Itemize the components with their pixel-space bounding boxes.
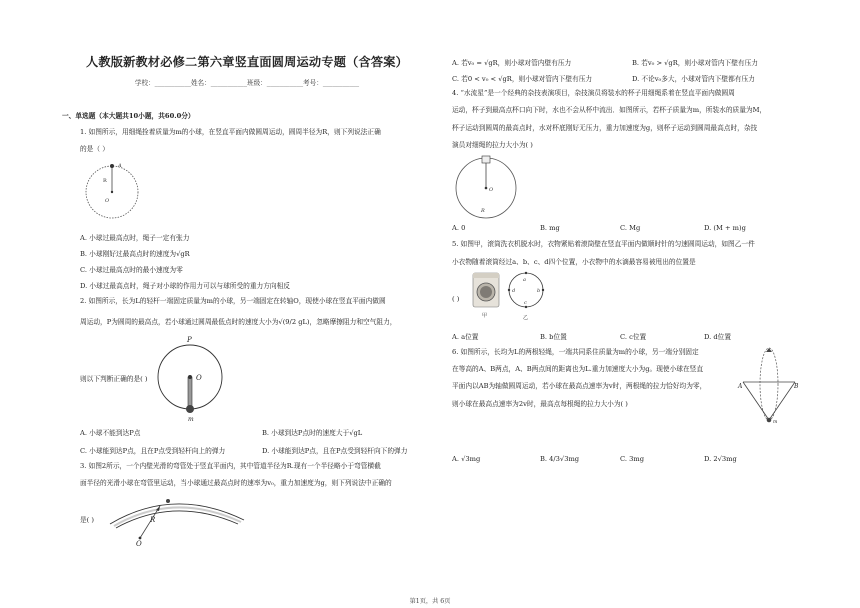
q4-label-r: R (481, 208, 485, 214)
q4-option-d[interactable]: D. (M + m)g (704, 224, 746, 232)
q2-option-b[interactable]: B. 小球到达P点时的速度大于√gL (262, 429, 363, 437)
q2-label-o: O (196, 374, 202, 382)
q1-option-d[interactable]: D. 小球过最高点时，绳子对小球的作用力可以与球所受的重力方向相反 (80, 282, 290, 290)
section-heading: 一、单选题（本大题共10小题，共60.0分） (62, 112, 195, 120)
q6-label-b: B (794, 383, 799, 390)
q6-stem-line2: 在等高的A、B两点，A、B两点间的距离也为L.重力加速度大小为g。现使小球在竖直 (452, 365, 704, 373)
q5-label-c: c (524, 300, 527, 306)
q4-option-c[interactable]: C. Mg (620, 224, 641, 232)
q2-option-c[interactable]: C. 小球能到达P点，且在P点受到轻杆向上的弹力 (80, 447, 226, 455)
q4-stem-line4: 演员对细绳的拉力大小为( ) (452, 141, 533, 149)
q1-option-a[interactable]: A. 小球过最高点时，绳子一定有张力 (80, 234, 190, 242)
student-info-line: 学校：___________姓名：___________班级：___________考号：___________ (134, 79, 360, 87)
q4-option-b[interactable]: B. mg (540, 224, 560, 232)
q2-option-a[interactable]: A. 小球不能到达P点 (80, 429, 141, 437)
q2-label-p: P (187, 336, 192, 344)
q6-option-b[interactable]: B. 4/3√3mg (540, 455, 580, 463)
q3-option-b[interactable]: B. 若v₀ > √gR，则小球对管内下壁有压力 (632, 59, 758, 67)
q2-stem-line3: 则以下判断正确的是( ) (80, 375, 148, 383)
q3-figure (104, 494, 254, 546)
q2-figure (158, 336, 228, 423)
q4-stem-line2: 运动，杯子到最高点杯口向下时，水也不会从杯中流出．如图所示，若杯子质量为m，所装水的质量为M， (452, 106, 767, 114)
q3-option-c[interactable]: C. 若0 < v₀ < √gR，则小球对管内下壁有压力 (452, 75, 593, 83)
q6-option-a[interactable]: A. √3mg (452, 455, 481, 463)
q5-label-a: a (523, 277, 526, 283)
q4-option-a[interactable]: A. 0 (452, 224, 466, 232)
q5-option-b[interactable]: B. b位置 (540, 333, 567, 341)
q5-figure-drum (506, 270, 550, 320)
q1-label-a: A (118, 163, 122, 169)
q2-stem-line2: 周运动，P为圆周的最高点，若小球通过圆周最低点时的速度大小为√(9/2 gL)，忽略摩擦阻力和空气阻力， (80, 318, 397, 326)
q4-label-o: O (489, 187, 494, 193)
q1-figure (82, 162, 142, 222)
q1-stem-line2: 的是（ ） (80, 145, 109, 153)
q5-stem-line1: 5. 如图甲，滚筒洗衣机脱水时，衣物紧贴着滚筒壁在竖直平面内做顺时针的匀速圆周运动，如图乙一件 (452, 240, 755, 248)
q4-figure (453, 154, 519, 220)
q3-stem-line3: 是( ) (80, 516, 95, 524)
q4-stem-line1: 4. “水流星”是一个经典的杂技表演项目，杂技演员将装水的杯子用细绳系着在竖直平面内做圆周 (452, 89, 735, 97)
q5-option-d[interactable]: D. d位置 (704, 333, 732, 341)
q2-label-m: m (188, 416, 194, 423)
q5-stem-line3: ( ) (452, 295, 460, 303)
q5-label-yi: 乙 (523, 315, 529, 321)
q4-stem-line3: 杯子运动到圆周的最高点时，水对杯底刚好无压力，重力加速度为g，则杯子运动到圆周最高点时，杂技 (452, 124, 758, 132)
q3-option-a[interactable]: A. 若v₀ = √gR，则小球对管内壁有压力 (452, 59, 572, 67)
q6-option-d[interactable]: D. 2√3mg (704, 455, 737, 463)
q2-stem-line1: 2. 如图所示，长为L的轻杆一端固定质量为m的小球，另一端固定在转轴O，现使小球在竖直平面内做圆 (80, 297, 386, 305)
q1-label-r: R (103, 178, 107, 184)
q5-figure-washer (472, 272, 500, 318)
q3-option-d[interactable]: D. 不论v₀多大，小球对管内下壁都有压力 (632, 75, 755, 83)
q5-label-d: d (512, 288, 516, 294)
q5-option-a[interactable]: A. a位置 (452, 333, 479, 341)
q3-label-r: R (150, 516, 156, 524)
q6-stem-line3: 平面内以AB为轴做圆周运动，若小球在最高点速率为v时，两根绳的拉力恰好均为零， (452, 382, 707, 390)
q6-label-a: A (738, 383, 743, 390)
q3-stem-line2: 面半径的光滑小球在弯管里运动，当小球通过最高点时的速率为v₀，重力加速度为g，则下列说法中正确的 (80, 479, 392, 487)
q6-stem-line4: 则小球在最高点速率为2v时，最高点每根绳的拉力大小为( ) (452, 400, 628, 408)
q5-option-c[interactable]: C. c位置 (620, 333, 647, 341)
q6-stem-line1: 6. 如图所示，长均为L的两根轻绳，一端共同系住质量为m的小球，另一端分别固定 (452, 348, 699, 356)
q1-option-b[interactable]: B. 小球刚好过最高点时的速度为√gR (80, 250, 190, 258)
q3-label-o: O (136, 540, 142, 548)
page-title: 人教版新教材必修二第六章竖直面圆周运动专题（含答案） (85, 55, 409, 69)
q1-label-o: O (105, 198, 110, 204)
q6-label-m: m (773, 420, 778, 425)
q2-option-d[interactable]: D. 小球能到达P点，且在P点受到轻杆向下的弹力 (262, 447, 408, 455)
q6-figure (738, 346, 800, 426)
q1-stem-line1: 1. 如图所示，用细绳拴着质量为m的小球，在竖直平面内做圆周运动，圆周半径为R，则下列说法正确 (80, 128, 381, 136)
q3-stem-line1: 3. 如图2所示，一个内壁光滑的弯管处于竖直平面内，其中管道半径为R.现有一个半径略小于弯管横截 (80, 462, 381, 470)
q5-label-b: b (537, 288, 541, 294)
q1-option-c[interactable]: C. 小球过最高点时的最小速度为零 (80, 266, 183, 274)
q5-label-jia: 甲 (482, 313, 488, 319)
page-footer: 第1页，共 6页 (409, 598, 451, 605)
q6-option-c[interactable]: C. 3mg (620, 455, 645, 463)
q5-stem-line2: 小衣物随着滚筒经过a、b、c、d四个位置，小衣物中的水滴最容易被甩出的位置是 (452, 258, 696, 266)
